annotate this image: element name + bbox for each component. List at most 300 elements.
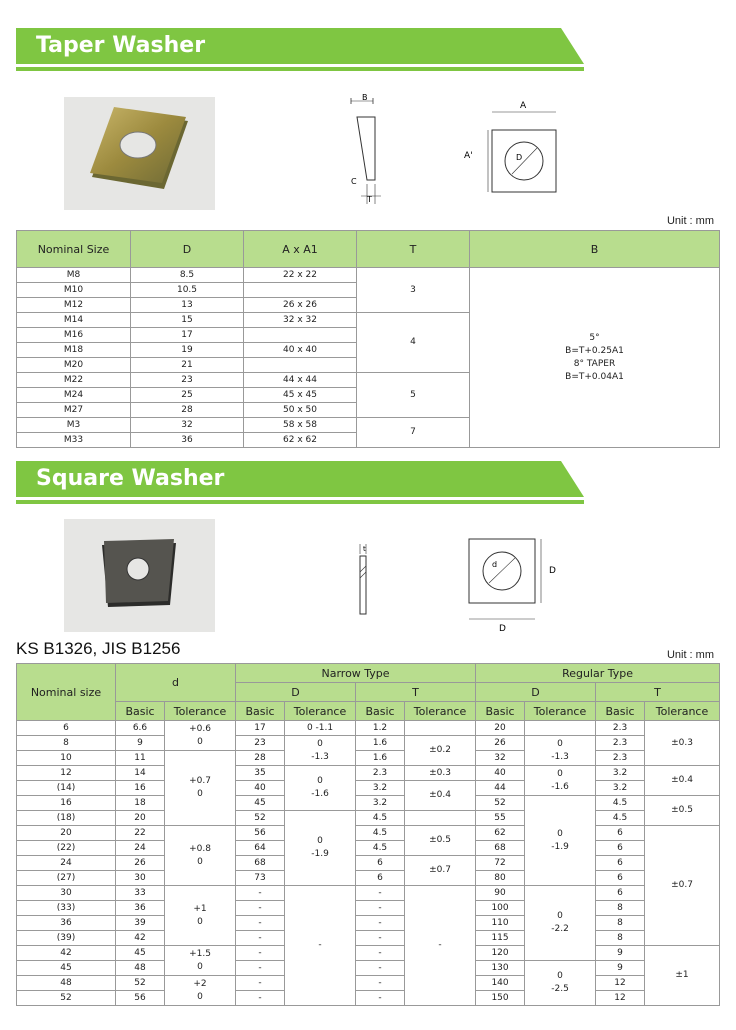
d-basic-cell: 26 bbox=[116, 856, 165, 871]
regular-d-basic-cell: 55 bbox=[476, 811, 525, 826]
narrow-d-tolerance-cell-line: 0 bbox=[317, 738, 323, 749]
regular-t-basic-cell: 4.5 bbox=[596, 811, 645, 826]
nominal-size-cell: M24 bbox=[17, 388, 131, 403]
table-row bbox=[17, 736, 720, 751]
narrow-t-tolerance-cell-line: ±0.2 bbox=[429, 745, 451, 755]
d-basic-cell: 18 bbox=[116, 796, 165, 811]
nominal-size-cell: M12 bbox=[17, 298, 131, 313]
regular-t-basic-cell: 6 bbox=[596, 826, 645, 841]
narrow-t-basic-cell: - bbox=[356, 961, 405, 976]
regular-d-basic-cell: 100 bbox=[476, 901, 525, 916]
d-tolerance-cell bbox=[165, 886, 236, 946]
narrow-t-tolerance-cell bbox=[405, 766, 476, 781]
nominal-size-cell: M22 bbox=[17, 373, 131, 388]
label-C: C bbox=[351, 177, 357, 186]
narrow-t-tolerance-cell bbox=[405, 826, 476, 856]
regular-t-tolerance-cell bbox=[645, 796, 720, 826]
b-line: B=T+0.25A1 bbox=[565, 345, 624, 356]
narrow-d-basic-cell: 28 bbox=[236, 751, 285, 766]
narrow-t-basic-cell: 6 bbox=[356, 856, 405, 871]
regular-t-basic-cell: 3.2 bbox=[596, 766, 645, 781]
narrow-t-basic-cell: - bbox=[356, 916, 405, 931]
b-cell bbox=[470, 268, 720, 448]
taper-washer-banner bbox=[16, 28, 584, 72]
table-row bbox=[17, 886, 720, 901]
banner-underline bbox=[16, 67, 584, 71]
narrow-d-basic-cell: 45 bbox=[236, 796, 285, 811]
section-title: Taper Washer bbox=[36, 33, 206, 58]
regular-t-basic-cell: 9 bbox=[596, 946, 645, 961]
narrow-d-basic-cell: 52 bbox=[236, 811, 285, 826]
regular-t-basic-cell: 8 bbox=[596, 931, 645, 946]
regular-t-tolerance-cell bbox=[645, 766, 720, 796]
square-header-row-3 bbox=[17, 702, 720, 721]
regular-d-basic-cell: 115 bbox=[476, 931, 525, 946]
narrow-d-basic-cell: - bbox=[236, 961, 285, 976]
regular-d-basic-cell: 32 bbox=[476, 751, 525, 766]
narrow-t-basic-cell: 6 bbox=[356, 871, 405, 886]
narrow-d-basic-cell: - bbox=[236, 916, 285, 931]
d-tolerance-cell-line: +0.7 bbox=[189, 776, 211, 786]
narrow-t-tolerance-cell-line: ±0.5 bbox=[429, 835, 451, 845]
regular-t-basic-cell: 8 bbox=[596, 901, 645, 916]
nominal-size-cell: (18) bbox=[17, 811, 116, 826]
regular-d-tolerance-cell-line: -2.5 bbox=[551, 984, 569, 994]
narrow-t-basic-cell: 4.5 bbox=[356, 826, 405, 841]
narrow-t-tolerance-cell bbox=[405, 856, 476, 886]
a-x-a1-cell: 58 x 58 bbox=[244, 418, 357, 433]
header-d: d bbox=[116, 664, 236, 702]
narrow-d-tolerance-cell bbox=[285, 721, 356, 736]
regular-d-tolerance-cell-line: 0 bbox=[557, 911, 563, 921]
taper-washer-photo bbox=[64, 97, 215, 210]
regular-d-basic-cell: 80 bbox=[476, 871, 525, 886]
narrow-t-tolerance-cell bbox=[405, 811, 476, 826]
table-row bbox=[17, 826, 720, 841]
d-basic-cell: 14 bbox=[116, 766, 165, 781]
d-basic-cell: 42 bbox=[116, 931, 165, 946]
a-x-a1-cell bbox=[244, 328, 357, 343]
label-t: t bbox=[363, 545, 366, 553]
narrow-t-basic-cell: - bbox=[356, 976, 405, 991]
table-row bbox=[17, 766, 720, 781]
header-regular-type: Regular Type bbox=[476, 664, 720, 683]
narrow-t-tolerance-cell bbox=[405, 781, 476, 811]
label-d: d bbox=[492, 560, 498, 569]
d-cell: 25 bbox=[131, 388, 244, 403]
taper-top-diagram bbox=[460, 98, 560, 198]
header-nominal-size: Nominal size bbox=[17, 664, 116, 721]
narrow-t-tolerance-cell bbox=[405, 721, 476, 736]
regular-d-tolerance-cell-line: -1.9 bbox=[551, 841, 569, 852]
regular-t-basic-cell: 8 bbox=[596, 916, 645, 931]
d-basic-cell: 36 bbox=[116, 901, 165, 916]
nominal-size-cell: 52 bbox=[17, 991, 116, 1006]
d-cell: 32 bbox=[131, 418, 244, 433]
nominal-size-cell: 6 bbox=[17, 721, 116, 736]
d-tolerance-cell-line: +2 bbox=[193, 978, 207, 989]
square-washer-banner bbox=[16, 461, 584, 505]
narrow-d-basic-cell: 17 bbox=[236, 721, 285, 736]
section-title: Square Washer bbox=[36, 466, 225, 491]
header-narrow-D: D bbox=[236, 683, 356, 702]
a-x-a1-cell: 32 x 32 bbox=[244, 313, 357, 328]
regular-t-basic-cell: 2.3 bbox=[596, 751, 645, 766]
regular-d-basic-cell: 120 bbox=[476, 946, 525, 961]
regular-t-tolerance-cell bbox=[645, 946, 720, 1006]
narrow-d-basic-cell: - bbox=[236, 946, 285, 961]
d-cell: 8.5 bbox=[131, 268, 244, 283]
regular-d-basic-cell: 72 bbox=[476, 856, 525, 871]
nominal-size-cell: M10 bbox=[17, 283, 131, 298]
header-narrow-type: Narrow Type bbox=[236, 664, 476, 683]
narrow-t-basic-cell: - bbox=[356, 901, 405, 916]
d-basic-cell: 52 bbox=[116, 976, 165, 991]
narrow-t-basic-cell: - bbox=[356, 991, 405, 1006]
d-cell: 19 bbox=[131, 343, 244, 358]
narrow-d-tolerance-cell bbox=[285, 811, 356, 886]
regular-d-tolerance-cell bbox=[525, 766, 596, 796]
nominal-size-cell: (14) bbox=[17, 781, 116, 796]
label-T: T bbox=[367, 195, 372, 204]
regular-d-tolerance-cell-line: -1.3 bbox=[551, 751, 569, 762]
nominal-size-cell: (22) bbox=[17, 841, 116, 856]
d-basic-cell: 48 bbox=[116, 961, 165, 976]
d-tolerance-cell bbox=[165, 946, 236, 976]
narrow-d-tolerance-cell-line: -1.6 bbox=[311, 789, 329, 799]
d-basic-cell: 6.6 bbox=[116, 721, 165, 736]
nominal-size-cell: 12 bbox=[17, 766, 116, 781]
narrow-t-basic-cell: 3.2 bbox=[356, 781, 405, 796]
nominal-size-cell: M20 bbox=[17, 358, 131, 373]
regular-t-basic-cell: 6 bbox=[596, 856, 645, 871]
nominal-size-cell: (39) bbox=[17, 931, 116, 946]
d-cell: 17 bbox=[131, 328, 244, 343]
table-row bbox=[17, 931, 720, 946]
header-d: D bbox=[131, 231, 244, 268]
regular-t-basic-cell: 3.2 bbox=[596, 781, 645, 796]
table-row bbox=[17, 946, 720, 961]
narrow-t-basic-cell: - bbox=[356, 946, 405, 961]
table-row bbox=[17, 916, 720, 931]
a-x-a1-cell: 40 x 40 bbox=[244, 343, 357, 358]
regular-d-tolerance-cell-line: 0 bbox=[557, 828, 563, 839]
regular-d-basic-cell: 140 bbox=[476, 976, 525, 991]
table-row bbox=[17, 841, 720, 856]
narrow-d-basic-cell: 68 bbox=[236, 856, 285, 871]
header-basic: Basic bbox=[116, 702, 165, 721]
regular-t-tolerance-cell-line: ±1 bbox=[675, 970, 689, 980]
a-x-a1-cell: 44 x 44 bbox=[244, 373, 357, 388]
narrow-d-basic-cell: 23 bbox=[236, 736, 285, 751]
narrow-d-tolerance-cell-line: 0 bbox=[317, 776, 323, 786]
table-row bbox=[17, 268, 720, 283]
narrow-t-basic-cell: - bbox=[356, 931, 405, 946]
d-cell: 36 bbox=[131, 433, 244, 448]
table-row bbox=[17, 811, 720, 826]
t-cell: 5 bbox=[357, 373, 470, 418]
regular-t-tolerance-cell-line: ±0.5 bbox=[671, 805, 693, 815]
nominal-size-cell: 36 bbox=[17, 916, 116, 931]
narrow-t-tolerance-cell-line: ±0.7 bbox=[429, 865, 451, 875]
regular-d-tolerance-cell bbox=[525, 961, 596, 1006]
d-tolerance-cell bbox=[165, 826, 236, 886]
d-basic-cell: 20 bbox=[116, 811, 165, 826]
d-cell: 23 bbox=[131, 373, 244, 388]
d-tolerance-cell bbox=[165, 721, 236, 751]
regular-t-tolerance-cell bbox=[645, 826, 720, 946]
nominal-size-cell: (33) bbox=[17, 901, 116, 916]
table-row bbox=[17, 871, 720, 886]
regular-t-basic-cell: 2.3 bbox=[596, 721, 645, 736]
d-basic-cell: 22 bbox=[116, 826, 165, 841]
d-basic-cell: 56 bbox=[116, 991, 165, 1006]
regular-d-tolerance-cell bbox=[525, 721, 596, 736]
header-tolerance: Tolerance bbox=[645, 702, 720, 721]
nominal-size-cell: 8 bbox=[17, 736, 116, 751]
label-A1: A' bbox=[464, 151, 473, 161]
nominal-size-cell: M33 bbox=[17, 433, 131, 448]
header-t: T bbox=[357, 231, 470, 268]
d-tolerance-cell-line: 0 bbox=[197, 961, 203, 972]
regular-t-basic-cell: 12 bbox=[596, 991, 645, 1006]
regular-d-tolerance-cell-line: 0 bbox=[557, 971, 563, 981]
nominal-size-cell: 24 bbox=[17, 856, 116, 871]
nominal-size-cell: 45 bbox=[17, 961, 116, 976]
nominal-size-cell: 20 bbox=[17, 826, 116, 841]
regular-t-tolerance-cell-line: ±0.3 bbox=[671, 737, 693, 748]
square-washer-image bbox=[64, 519, 215, 632]
label-D: D bbox=[516, 153, 523, 162]
narrow-d-basic-cell: - bbox=[236, 991, 285, 1006]
regular-t-basic-cell: 6 bbox=[596, 871, 645, 886]
label-A: A bbox=[520, 101, 527, 111]
t-cell: 3 bbox=[357, 268, 470, 313]
table-row bbox=[17, 961, 720, 976]
regular-d-tolerance-cell-line: 0 bbox=[557, 768, 563, 779]
t-cell: 7 bbox=[357, 418, 470, 448]
regular-d-tolerance-cell-line: -2.2 bbox=[551, 924, 569, 934]
square-top-diagram bbox=[465, 535, 565, 635]
b-line: 5° bbox=[589, 332, 600, 343]
banner-underline bbox=[16, 500, 584, 504]
nominal-size-cell: 16 bbox=[17, 796, 116, 811]
nominal-size-cell: M3 bbox=[17, 418, 131, 433]
narrow-t-tolerance-cell-line: ±0.4 bbox=[429, 790, 451, 800]
regular-t-basic-cell: 12 bbox=[596, 976, 645, 991]
d-basic-cell: 30 bbox=[116, 871, 165, 886]
nominal-size-cell: M18 bbox=[17, 343, 131, 358]
taper-washer-table bbox=[16, 230, 720, 448]
regular-t-basic-cell: 4.5 bbox=[596, 796, 645, 811]
narrow-t-basic-cell: 1.6 bbox=[356, 751, 405, 766]
a-x-a1-cell: 22 x 22 bbox=[244, 268, 357, 283]
header-regular-D: D bbox=[476, 683, 596, 702]
nominal-size-cell: 42 bbox=[17, 946, 116, 961]
d-tolerance-cell-line: +0.8 bbox=[189, 843, 211, 854]
narrow-d-basic-cell: - bbox=[236, 901, 285, 916]
nominal-size-cell: M16 bbox=[17, 328, 131, 343]
d-cell: 21 bbox=[131, 358, 244, 373]
header-tolerance: Tolerance bbox=[285, 702, 356, 721]
d-cell: 28 bbox=[131, 403, 244, 418]
header-tolerance: Tolerance bbox=[525, 702, 596, 721]
a-x-a1-cell bbox=[244, 358, 357, 373]
a-x-a1-cell: 50 x 50 bbox=[244, 403, 357, 418]
regular-d-basic-cell: 90 bbox=[476, 886, 525, 901]
regular-d-basic-cell: 150 bbox=[476, 991, 525, 1006]
regular-t-basic-cell: 2.3 bbox=[596, 736, 645, 751]
narrow-d-tolerance-cell bbox=[285, 886, 356, 1006]
d-tolerance-cell-line: 0 bbox=[197, 789, 203, 799]
narrow-t-tolerance-cell-line: - bbox=[438, 940, 442, 950]
narrow-t-basic-cell: 4.5 bbox=[356, 841, 405, 856]
narrow-d-basic-cell: 35 bbox=[236, 766, 285, 781]
d-tolerance-cell-line: 0 bbox=[197, 736, 203, 747]
header-basic: Basic bbox=[356, 702, 405, 721]
d-basic-cell: 39 bbox=[116, 916, 165, 931]
d-cell: 10.5 bbox=[131, 283, 244, 298]
nominal-size-cell: M27 bbox=[17, 403, 131, 418]
taper-unit: Unit : mm bbox=[666, 215, 714, 227]
regular-d-tolerance-cell-line: 0 bbox=[557, 738, 563, 749]
regular-d-tolerance-cell bbox=[525, 736, 596, 766]
narrow-t-basic-cell: 4.5 bbox=[356, 811, 405, 826]
a-x-a1-cell: 26 x 26 bbox=[244, 298, 357, 313]
regular-t-basic-cell: 9 bbox=[596, 961, 645, 976]
d-basic-cell: 45 bbox=[116, 946, 165, 961]
header-basic: Basic bbox=[596, 702, 645, 721]
narrow-t-basic-cell: 1.2 bbox=[356, 721, 405, 736]
header-a-x-a1: A x A1 bbox=[244, 231, 357, 268]
taper-side-diagram bbox=[345, 92, 395, 204]
square-unit: Unit : mm bbox=[666, 649, 714, 661]
header-tolerance: Tolerance bbox=[405, 702, 476, 721]
regular-t-tolerance-cell-line: ±0.7 bbox=[671, 880, 693, 890]
narrow-d-tolerance-cell-line: -1.9 bbox=[311, 849, 329, 859]
label-B: B bbox=[362, 93, 368, 102]
d-basic-cell: 9 bbox=[116, 736, 165, 751]
header-b: B bbox=[470, 231, 720, 268]
narrow-d-tolerance-cell bbox=[285, 766, 356, 811]
taper-header-row bbox=[17, 231, 720, 268]
narrow-t-tolerance-cell bbox=[405, 886, 476, 1006]
square-side-diagram bbox=[348, 540, 378, 620]
nominal-size-cell: 48 bbox=[17, 976, 116, 991]
regular-d-tolerance-cell-line: -1.6 bbox=[551, 781, 569, 792]
regular-d-basic-cell: 62 bbox=[476, 826, 525, 841]
nominal-size-cell: 10 bbox=[17, 751, 116, 766]
d-basic-cell: 33 bbox=[116, 886, 165, 901]
header-nominal-size: Nominal Size bbox=[17, 231, 131, 268]
regular-d-basic-cell: 68 bbox=[476, 841, 525, 856]
d-tolerance-cell-line: +0.6 bbox=[189, 723, 211, 734]
header-regular-T: T bbox=[596, 683, 720, 702]
regular-d-basic-cell: 40 bbox=[476, 766, 525, 781]
regular-d-basic-cell: 52 bbox=[476, 796, 525, 811]
d-tolerance-cell-line: 0 bbox=[197, 916, 203, 927]
narrow-t-basic-cell: 1.6 bbox=[356, 736, 405, 751]
narrow-d-tolerance-cell-line: - bbox=[318, 940, 322, 950]
narrow-d-basic-cell: 73 bbox=[236, 871, 285, 886]
table-row bbox=[17, 856, 720, 871]
header-basic: Basic bbox=[236, 702, 285, 721]
d-basic-cell: 16 bbox=[116, 781, 165, 796]
d-tolerance-cell-line: +1 bbox=[193, 903, 207, 914]
standard-title: KS B1326, JIS B1256 bbox=[16, 639, 181, 658]
b-line: B=T+0.04A1 bbox=[565, 371, 624, 382]
narrow-t-tolerance-cell bbox=[405, 736, 476, 766]
taper-washer-image bbox=[64, 97, 215, 210]
regular-d-tolerance-cell bbox=[525, 886, 596, 961]
table-row bbox=[17, 901, 720, 916]
b-line: 8° TAPER bbox=[573, 358, 616, 369]
d-cell: 13 bbox=[131, 298, 244, 313]
narrow-d-basic-cell: - bbox=[236, 931, 285, 946]
d-cell: 15 bbox=[131, 313, 244, 328]
regular-d-basic-cell: 110 bbox=[476, 916, 525, 931]
d-tolerance-cell-line: +1.5 bbox=[189, 948, 211, 959]
regular-d-basic-cell: 44 bbox=[476, 781, 525, 796]
narrow-t-tolerance-cell-line: ±0.3 bbox=[429, 767, 451, 778]
narrow-d-tolerance-cell-line: 0 -1.1 bbox=[306, 722, 334, 733]
table-row bbox=[17, 721, 720, 736]
a-x-a1-cell: 45 x 45 bbox=[244, 388, 357, 403]
table-row bbox=[17, 991, 720, 1006]
header-basic: Basic bbox=[476, 702, 525, 721]
square-washer-table bbox=[16, 663, 720, 1006]
d-basic-cell: 11 bbox=[116, 751, 165, 766]
table-row bbox=[17, 781, 720, 796]
d-tolerance-cell bbox=[165, 751, 236, 826]
d-tolerance-cell-line: 0 bbox=[197, 856, 203, 867]
regular-d-basic-cell: 130 bbox=[476, 961, 525, 976]
regular-d-basic-cell: 20 bbox=[476, 721, 525, 736]
square-header-row-1 bbox=[17, 664, 720, 683]
table-row bbox=[17, 796, 720, 811]
label-D-width: D bbox=[499, 624, 506, 634]
narrow-d-basic-cell: 56 bbox=[236, 826, 285, 841]
regular-d-tolerance-cell bbox=[525, 796, 596, 886]
label-D-height: D bbox=[549, 566, 556, 576]
a-x-a1-cell bbox=[244, 283, 357, 298]
nominal-size-cell: 30 bbox=[17, 886, 116, 901]
regular-d-basic-cell: 26 bbox=[476, 736, 525, 751]
table-row bbox=[17, 751, 720, 766]
regular-t-tolerance-cell bbox=[645, 721, 720, 766]
narrow-d-basic-cell: 64 bbox=[236, 841, 285, 856]
table-row bbox=[17, 976, 720, 991]
narrow-t-basic-cell: - bbox=[356, 886, 405, 901]
narrow-t-basic-cell: 2.3 bbox=[356, 766, 405, 781]
nominal-size-cell: M8 bbox=[17, 268, 131, 283]
narrow-d-basic-cell: - bbox=[236, 976, 285, 991]
narrow-t-basic-cell: 3.2 bbox=[356, 796, 405, 811]
narrow-d-basic-cell: 40 bbox=[236, 781, 285, 796]
square-washer-photo bbox=[64, 519, 215, 632]
regular-t-basic-cell: 6 bbox=[596, 841, 645, 856]
d-tolerance-cell bbox=[165, 976, 236, 1006]
nominal-size-cell: M14 bbox=[17, 313, 131, 328]
a-x-a1-cell: 62 x 62 bbox=[244, 433, 357, 448]
regular-t-tolerance-cell-line: ±0.4 bbox=[671, 775, 693, 785]
d-basic-cell: 24 bbox=[116, 841, 165, 856]
nominal-size-cell: (27) bbox=[17, 871, 116, 886]
narrow-d-basic-cell: - bbox=[236, 886, 285, 901]
narrow-d-tolerance-cell-line: 0 bbox=[317, 836, 323, 846]
header-tolerance: Tolerance bbox=[165, 702, 236, 721]
narrow-d-tolerance-cell bbox=[285, 736, 356, 766]
